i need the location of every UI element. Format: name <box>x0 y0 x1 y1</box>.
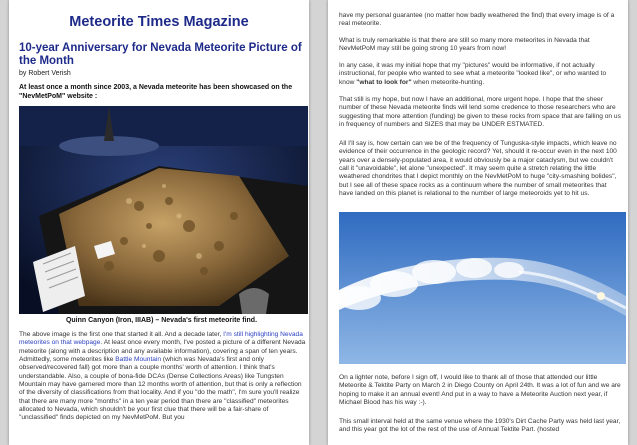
nevmetpom-link[interactable]: I'm still highlighting Nevada meteorites on that webpage <box>19 331 303 347</box>
paragraph-venue: This small interval held at the same venue where the 1930's Dirt Cache Party was held last year, and this year got the lot of the rest of the use of Annual Tektite Part. (hosted <box>339 418 621 434</box>
paragraph-guarantee: have my personal guarantee (no matter how badly weathered the find) that every image is of a real meteorite. <box>339 12 615 28</box>
byline <box>19 70 71 77</box>
article-body-left <box>19 331 306 423</box>
battle-mountain-link[interactable]: Battle Mountain <box>115 356 162 364</box>
meteorite-photo <box>19 106 308 314</box>
body-text: (which was Nevada's first and only observed/recovered fall) got more than a couple months' worth of attention. I think that's understandable. Also, a couple of bona-fide DCAs (Dense Collections Areas) like Tungsten Mountain may have garnered more than 12 months worth of attention, but that is only a reflection of the diversity of classifications from that locality. And if you "do the math", I'm sure you'll realize that there are many more "months" in a ten year period than there are "classified" meteorites allocated to Nevada, which shouldn't be your first clue that there will be a fair-share of "unclassified" finds depicted on my NevMetPoM. But you <box>19 356 302 422</box>
paragraph-party: On a lighter note, before I sign off, I would like to thank all of those that attended our little Meteorite & Tektite Party on March 2 in Diego County on April 24th. It was a lot of fun and we are hoping to make it an annual event! And put in a way to have a Meteorite Auction next year, if Michael Blood has his way :-). <box>339 374 621 407</box>
byline-prefix: by <box>19 70 27 77</box>
body-text: In any case, it was my initial hope that my "pictures" would be informative, if not actually instructional, for people who wanted to see what a meteorite "looked like", or who wanted to know <box>339 62 607 86</box>
right-page <box>328 0 628 445</box>
body-text: . At least once every month, I've posted a picture of a different Nevada meteorite (along with a description and any available information), covering a span of ten years. Admittedly, some meteorites like <box>19 339 306 364</box>
paragraph-additional-hope: That still is my hope, but now I have an additional, more urgent hope. I hope that the sheer number of these Nevada meteorite finds will lend some credence to those researchers who are suggesting that more attention (funding) be given to these rocks from space that are falling on us in frequency of numbers and SIZES that may be UNDER ESTMATED. <box>339 96 621 129</box>
bold-phrase: "what to look for" <box>356 78 412 86</box>
magazine-title: Meteorite Times Magazine <box>69 14 249 30</box>
chelyabinsk-trail-photo <box>339 212 626 364</box>
intro-text: At least once a month since 2003, a Nevada meteorite has been showcased on the "NevMetPoM" website : <box>19 84 293 100</box>
article-title: 10-year Anniversary for Nevada Meteorite Picture of the Month <box>19 42 302 67</box>
author-name: Robert Verish <box>28 70 71 77</box>
paragraph-initial-hope <box>339 62 622 87</box>
left-page <box>9 0 309 445</box>
photo-caption: Quinn Canyon (Iron, IIIAB) – Nevada's first meteorite find. <box>65 317 258 324</box>
body-text: when meteorite-hunting. <box>411 78 485 86</box>
paragraph-tunguska: All I'll say is, how certain can we be of the frequency of Tunguska-style impacts, which leave no evidence of their occurrence in the geologic record? Yet, should it re-occur even in the next 100 years over a densely-populated area, it would obviously be a major cataclysm, but we couldn't call it "unavoidable", let alone "unexpected". It may seem quite a stretch relating the little weathered chondrites that I depict monthly on the NevMetPoM to huge "city-smashing bolides", but I see all of these space rocks as a continuum where the number of small meteorites that have landed on this planet is relational to the number of large meteoroids yet to hit us. <box>339 140 617 198</box>
body-text: The above image is the first one that started it all. And a decade later, <box>19 331 224 338</box>
paragraph-remarkable: What is truly remarkable is that there are still so many more meteorites in Nevada that NevMetPoM may still be going strong 10 years from now! <box>339 37 590 53</box>
